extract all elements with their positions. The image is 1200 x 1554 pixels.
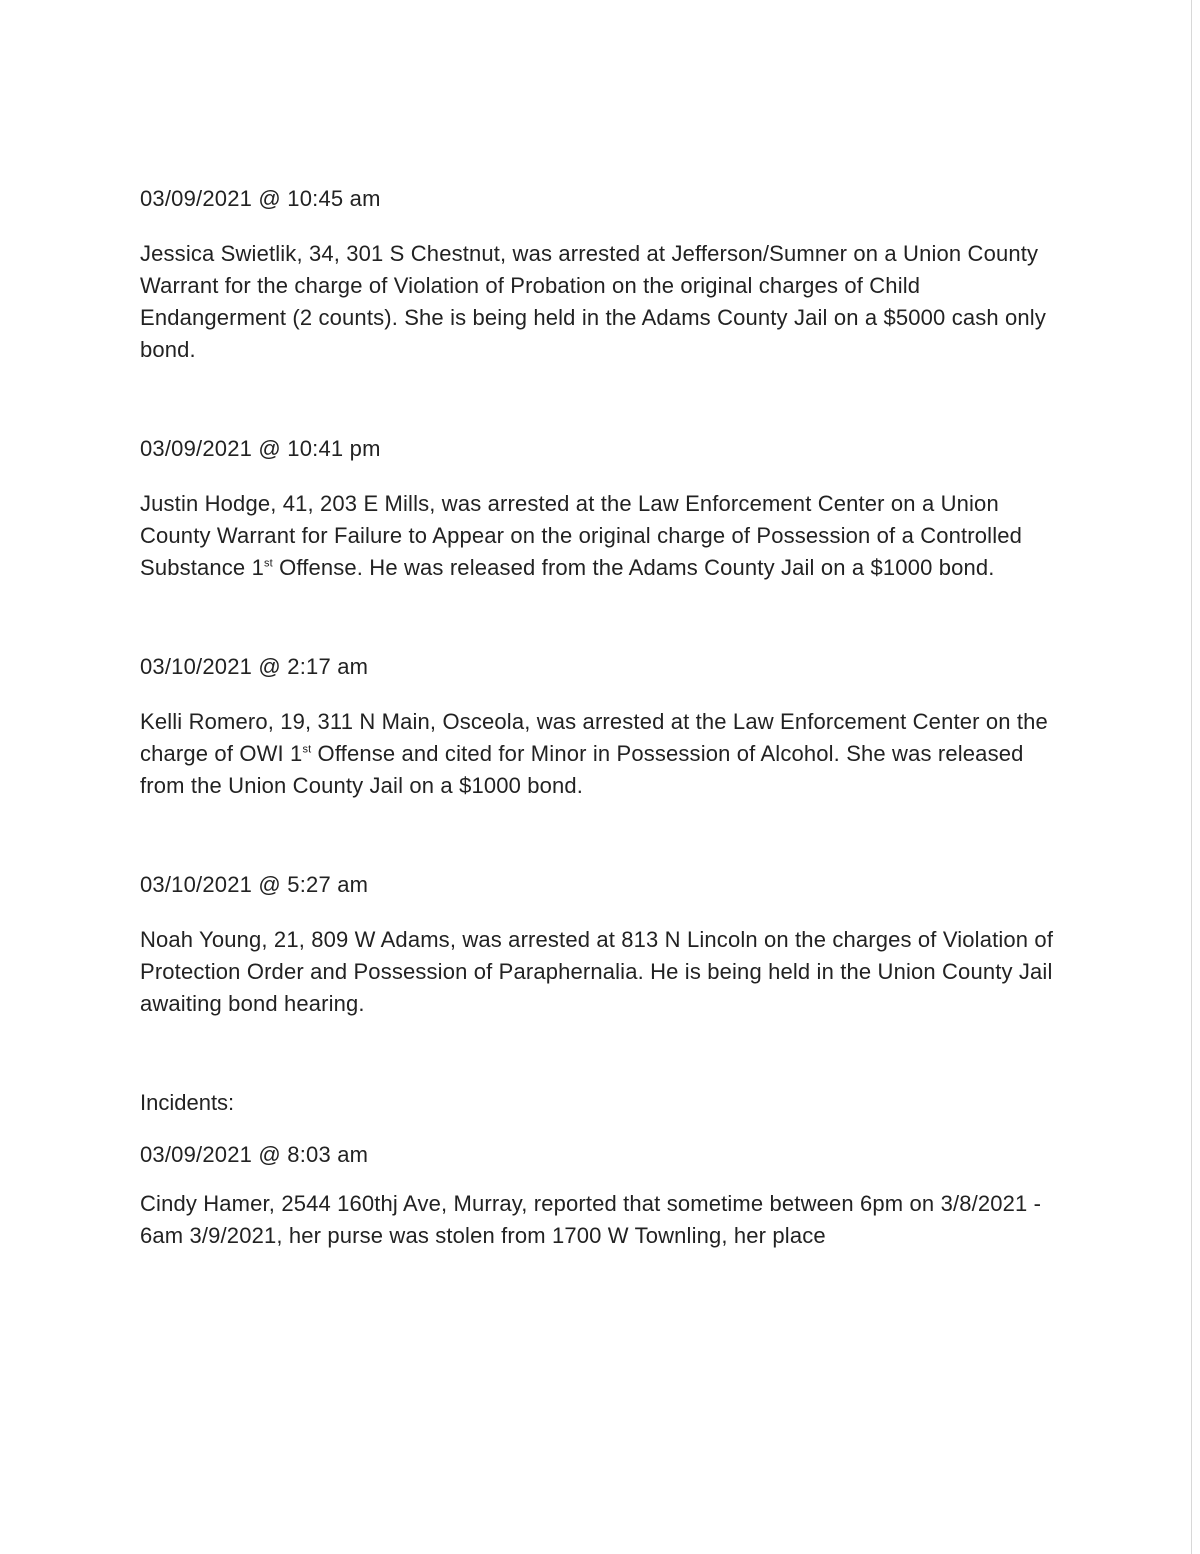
arrest-entry	[140, 182, 1060, 366]
incidents-heading: Incidents:	[140, 1090, 235, 1115]
ordinal-suffix: st	[302, 743, 312, 756]
arrest-datetime: 03/10/2021 @ 5:27 am	[140, 872, 369, 897]
incidents-section	[140, 1086, 1060, 1252]
arrest-entry	[140, 868, 1060, 1020]
arrest-description	[140, 706, 1060, 802]
document-content	[140, 182, 1060, 1252]
arrest-datetime: 03/09/2021 @ 10:45 am	[140, 186, 381, 211]
arrest-datetime: 03/09/2021 @ 10:41 pm	[140, 436, 381, 461]
arrest-description: Noah Young, 21, 809 W Adams, was arrested at 813 N Lincoln on the charges of Violation of Protection Order and Possession of Paraphernalia. He is being held in the Union County Jail awaiting bond hearing.	[140, 927, 1054, 1016]
arrest-entry	[140, 432, 1060, 584]
incident-description: Cindy Hamer, 2544 160thj Ave, Murray, reported that sometime between 6pm on 3/8/2021 - 6am 3/9/2021, her purse was stolen from 1700 W Townling, her place	[140, 1191, 1042, 1248]
arrest-description: Jessica Swietlik, 34, 301 S Chestnut, was arrested at Jefferson/Sumner on a Union County Warrant for the charge of Violation of Probation on the original charges of Child Endangerment (2 counts). She is being held in the Adams County Jail on a $5000 cash only bond.	[140, 241, 1046, 362]
page-edge-line	[1191, 0, 1192, 1554]
arrest-datetime: 03/10/2021 @ 2:17 am	[140, 654, 369, 679]
arrest-description-part: Offense. He was released from the Adams County Jail on a $1000 bond.	[272, 555, 995, 580]
ordinal-suffix: st	[263, 557, 273, 570]
incident-datetime: 03/09/2021 @ 8:03 am	[140, 1142, 369, 1167]
arrest-description	[140, 488, 1060, 584]
arrest-entry	[140, 650, 1060, 802]
arrest-description-part: Kelli Romero, 19, 311 N Main, Osceola, was arrested at the Law Enforcement Center on the charge of OWI 1	[140, 709, 1048, 766]
arrest-description-part: Offense and cited for Minor in Possession of Alcohol. She was released from the Union County Jail on a $1000 bond.	[140, 741, 1024, 798]
arrest-description-part: Justin Hodge, 41, 203 E Mills, was arrested at the Law Enforcement Center on a Union County Warrant for Failure to Appear on the original charge of Possession of a Controlled Substance 1	[140, 491, 1023, 580]
